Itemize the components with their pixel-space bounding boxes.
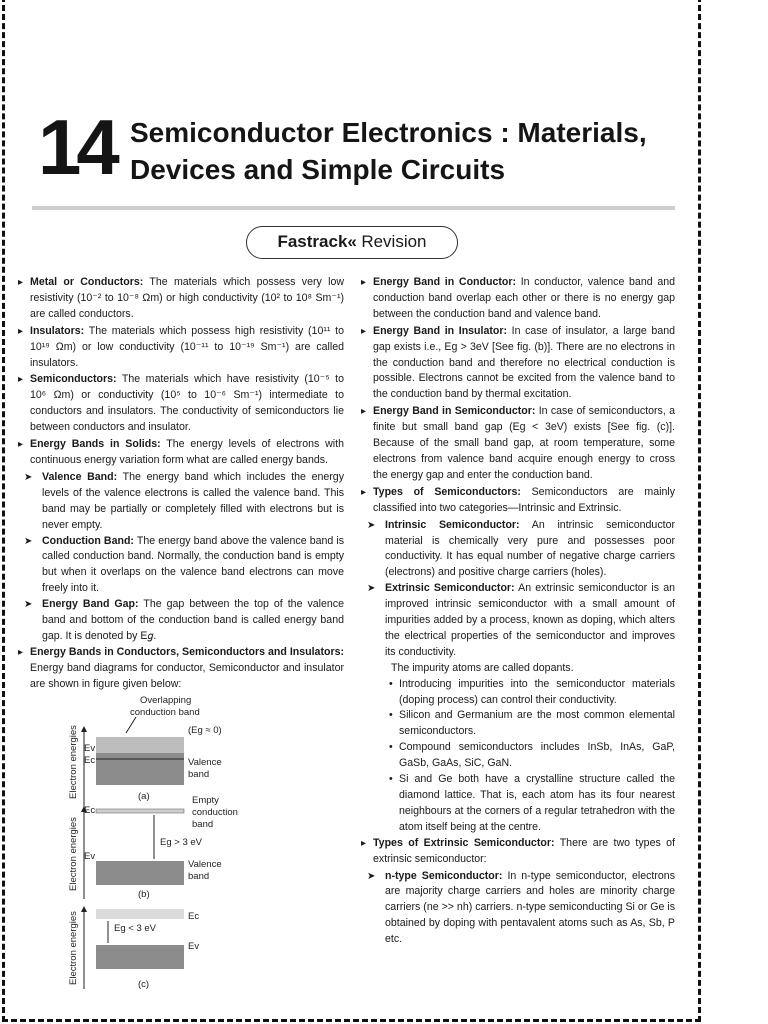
figure-panel-c [68, 909, 199, 990]
badge-word: Revision [361, 232, 427, 251]
panel-a-ec: Ec [84, 754, 96, 766]
list-item-types-extrinsic: ▸ Types of Extrinsic Semiconductor: There are two types of extrinsic semiconductor: [361, 836, 675, 868]
axis-label-a: Electron energies [68, 724, 79, 799]
list-item-types-semiconductors: ▸ Types of Semiconductors: Semiconductors are mainly classified into two categories—Intrinsic and Extrinsic. [361, 485, 675, 517]
list-item-semiconductors: ▸ Semiconductors: The materials which have resistivity (10⁻⁵ to 10⁶ Ωm) or conductivity (10⁵ to 10⁻⁶ Sm⁻¹) intermediate to conductors and insulators. The conductivity of semiconductors lie between conductors and insulator. [18, 372, 344, 436]
chapter-title-line-1: Semiconductor Electronics : Materials, [130, 117, 647, 148]
panel-c-valence-band [96, 945, 184, 969]
sub-item-valence-band: ➤ Valence Band: The energy band which includes the energy levels of the valence electrons is called the valence band. This band may be partially or completely filled with electrons but is never empty. [18, 470, 344, 534]
panel-a-top-label: Overlapping [140, 694, 192, 706]
badge-brand: Fastrack« [277, 232, 357, 251]
list-item-conductors: ▸ Metal or Conductors: The materials which possess very low resistivity (10⁻² to 10⁻⁸ Ωm) or high conductivity (10² to 10⁸ Sm⁻¹) are called conductors. [18, 275, 344, 323]
list-item-band-conductor: ▸ Energy Band in Conductor: In conductor, valence band and conduction band overlap each other or there is no energy gap between the conduction band and valence band. [361, 275, 675, 323]
left-column [18, 275, 344, 999]
sub-item-intrinsic: ➤ Intrinsic Semiconductor: An intrinsic semiconductor material is chemically very pure and possesses poor conductivity. It has equal number of negative charge carriers (electrons) and positive charge carriers (holes). [361, 518, 675, 582]
panel-a-valence-band [96, 753, 184, 785]
sub-item-n-type: ➤ n-type Semiconductor: In n-type semiconductor, electrons are majority charge carriers and holes are minority charge carriers (ne >> nh) carriers. n-type semiconducting Si or Ge is obtained by doping with pentavalent atoms such as As, Sb, P etc. [361, 869, 675, 949]
panel-a-pointer [126, 717, 136, 733]
chapter-number: 14 [38, 103, 115, 191]
axis-label-c: Electron energies [68, 910, 79, 985]
list-item-energy-bands: ▸ Energy Bands in Solids: The energy levels of electrons with continuous energy variation form what are called energy bands. [18, 437, 344, 469]
list-item-insulators: ▸ Insulators: The materials which possess high resistivity (10¹¹ to 10¹⁹ Ωm) or low conductivity (10⁻¹¹ to 10⁻¹⁹ Sm⁻¹) are called insulators. [18, 324, 344, 372]
bullet-compound: • Compound semiconductors includes InSb, InAs, GaP, GaSb, GaAs, SiC, GaN. [361, 740, 675, 772]
title-rule [32, 206, 675, 210]
list-item-band-insulator: ▸ Energy Band in Insulator: In case of insulator, a large band gap exists i.e., Eg > 3eV [See fig. (b)]. There are no electrons in the conduction band and therefore no electrical conduction is possible. Electrons cannot be excited from the valence band to the conduction band by thermal excitation. [361, 324, 675, 404]
bullet-diamond-lattice: • Si and Ge both have a crystalline structure called the diamond lattice. That is, each atom has its four nearest neighbours at the corners of a regular tetrahedron with the atom itself being at the centre. [361, 772, 675, 836]
panel-c-ec: Ec [188, 910, 200, 922]
list-item-band-diagrams: ▸ Energy Bands in Conductors, Semiconductors and Insulators: Energy band diagrams for conductor, Semiconductor and insulator are shown in figure given below: [18, 645, 344, 693]
panel-a-valence-2: band [188, 768, 210, 780]
panel-b-caption: (b) [138, 888, 150, 900]
panel-a-eg: (Eg ≈ 0) [188, 724, 222, 736]
panel-c-eg: Eg < 3 eV [114, 922, 156, 934]
fastrack-revision-badge [246, 226, 458, 259]
panel-a-caption: (a) [138, 790, 150, 802]
panel-b-empty-2: conduction [192, 806, 238, 818]
panel-b-conduction-band [96, 809, 184, 813]
sub-item-conduction-band: ➤ Conduction Band: The energy band above the valence band is called conduction band. Normally, the conduction band is empty but when it overlaps on the valence band electrons can move freely into it. [18, 534, 344, 598]
chapter-title [130, 114, 647, 188]
chapter-title-line-2: Devices and Simple Circuits [130, 154, 506, 185]
dopants-note: The impurity atoms are called dopants. [391, 661, 574, 674]
panel-c-caption: (c) [138, 978, 150, 990]
panel-b-ec: Ec [84, 804, 96, 816]
figure-panel-a [68, 695, 222, 809]
sub-item-energy-band-gap: ➤ Energy Band Gap: The gap between the top of the valence band and bottom of the conduction band is called energy band gap. It is denoted by E𝑔. [18, 597, 344, 645]
energy-band-figure [68, 694, 288, 999]
panel-b-valence-band [96, 861, 184, 885]
panel-c-conduction-band [96, 909, 184, 919]
panel-b-eg: Eg > 3 eV [160, 836, 202, 848]
panel-b-empty-3: band [192, 818, 214, 830]
sub-item-extrinsic: ➤ Extrinsic Semiconductor: An extrinsic semiconductor is an improved intrinsic semiconductor with a small amount of impurities added by a process, known as doping, which alters the electrical properties of the semiconductor and improves its conductivity. [361, 581, 675, 661]
list-item-band-semiconductor: ▸ Energy Band in Semiconductor: In case of semiconductors, a finite but small band gap (Eg < 3eV) exists [See fig. (c)]. Because of the small band gap, at room temperature, some electrons from valence band acquire enough energy to cross the energy gap and enter the conduction band. [361, 404, 675, 484]
panel-c-ev: Ev [188, 940, 200, 952]
panel-a-ev: Ev [84, 742, 96, 754]
right-column [361, 275, 675, 948]
panel-a-valence-1: Valence [188, 756, 222, 768]
panel-a-top-label-2: conduction band [130, 706, 200, 718]
panel-a-conduction-band [96, 737, 184, 753]
bullet-elemental: • Silicon and Germanium are the most common elemental semiconductors. [361, 708, 675, 740]
axis-label-b: Electron energies [68, 816, 79, 891]
panel-b-valence-1: Valence [188, 858, 222, 870]
panel-b-ev: Ev [84, 850, 96, 862]
panel-b-valence-2: band [188, 870, 210, 882]
figure-panel-b [68, 795, 238, 900]
bullet-doping: • Introducing impurities into the semiconductor materials (doping process) can control their conductivity. [361, 677, 675, 709]
panel-b-empty-1: Empty [192, 794, 219, 806]
